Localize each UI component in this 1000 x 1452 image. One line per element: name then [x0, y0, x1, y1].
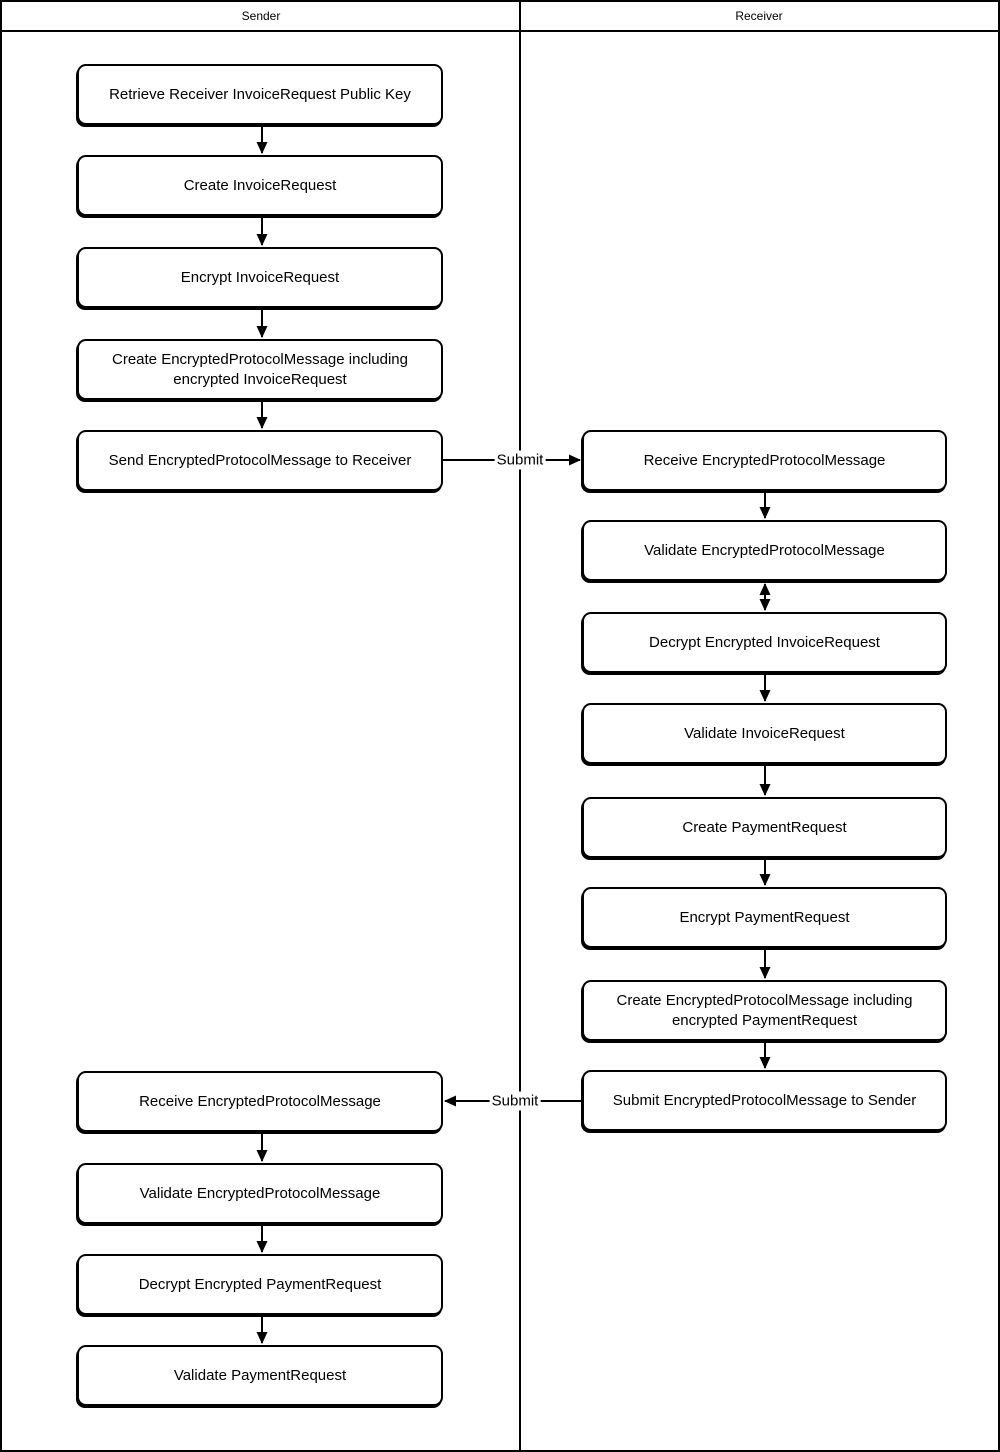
node-create-encryptedprotocolmessage-invoicerequest: Create EncryptedProtocolMessage including encrypted InvoiceRequest: [77, 339, 443, 400]
lane-divider: [519, 2, 521, 1450]
edge-label-submit-to-sender: Submit: [491, 1092, 539, 1110]
node-validate-encryptedprotocolmessage-receiver: Validate EncryptedProtocolMessage: [582, 520, 947, 581]
node-receive-encryptedprotocolmessage-receiver: Receive EncryptedProtocolMessage: [582, 430, 947, 491]
node-receive-encryptedprotocolmessage-sender: Receive EncryptedProtocolMessage: [77, 1071, 443, 1132]
node-validate-paymentrequest: Validate PaymentRequest: [77, 1345, 443, 1406]
node-create-paymentrequest: Create PaymentRequest: [582, 797, 947, 858]
node-encrypt-invoicerequest: Encrypt InvoiceRequest: [77, 247, 443, 308]
node-create-invoicerequest: Create InvoiceRequest: [77, 155, 443, 216]
lane-header-row: [2, 2, 998, 32]
edge-label-submit-to-receiver: Submit: [496, 451, 544, 469]
lane-header-sender: Sender: [241, 9, 281, 23]
node-decrypt-encrypted-invoicerequest: Decrypt Encrypted InvoiceRequest: [582, 612, 947, 673]
node-validate-invoicerequest: Validate InvoiceRequest: [582, 703, 947, 764]
node-submit-encryptedprotocolmessage-to-sender: Submit EncryptedProtocolMessage to Sender: [582, 1070, 947, 1131]
node-send-encryptedprotocolmessage-to-receiver: Send EncryptedProtocolMessage to Receiver: [77, 430, 443, 491]
node-decrypt-encrypted-paymentrequest: Decrypt Encrypted PaymentRequest: [77, 1254, 443, 1315]
node-create-encryptedprotocolmessage-paymentrequest: Create EncryptedProtocolMessage including encrypted PaymentRequest: [582, 980, 947, 1041]
lane-header-receiver: Receiver: [735, 9, 783, 23]
node-validate-encryptedprotocolmessage-sender: Validate EncryptedProtocolMessage: [77, 1163, 443, 1224]
node-retrieve-receiver-public-key: Retrieve Receiver InvoiceRequest Public Key: [77, 64, 443, 125]
node-encrypt-paymentrequest: Encrypt PaymentRequest: [582, 887, 947, 948]
